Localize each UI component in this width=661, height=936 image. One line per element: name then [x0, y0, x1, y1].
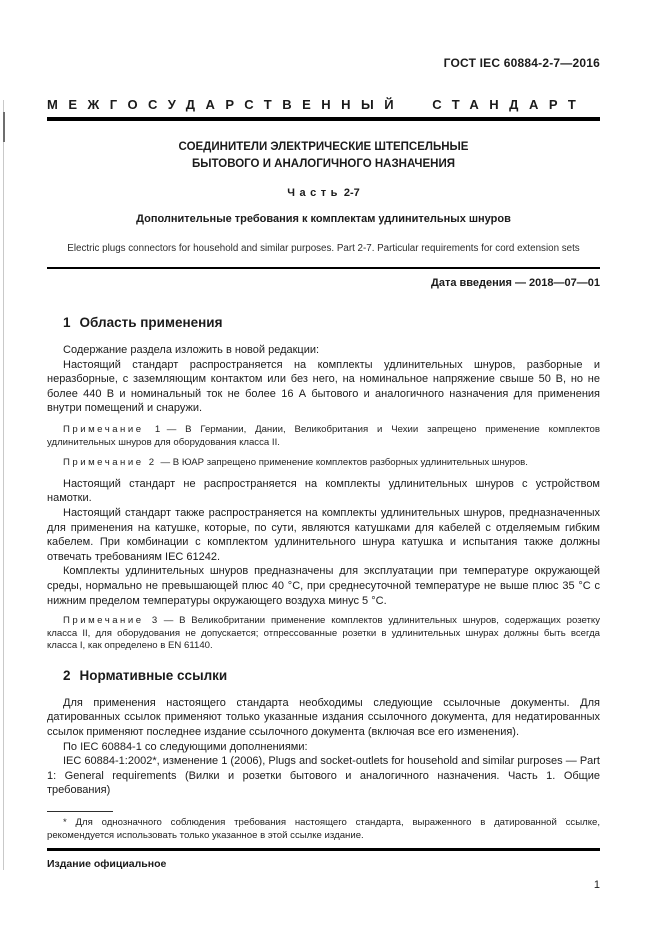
note-2: [47, 457, 600, 470]
note-2-text: — В ЮАР запрещено применение комплектов разборных удлинительных шнуров.: [160, 457, 528, 469]
note-1-text: — В Германии, Дании, Великобритания и Чехии запрещено применение комплектов удлинительных шнуров для оборудования класса II.: [47, 423, 600, 448]
note-1-label: Примечание 1: [63, 423, 163, 435]
paragraph: Настоящий стандарт не распространяется на комплекты удлинительных шнуров с устройством намотки.: [47, 477, 600, 505]
paragraph: По IEC 60884-1 со следующими дополнениями:: [63, 740, 308, 753]
part-line: [47, 187, 600, 199]
paragraph: Для применения настоящего стандарта необходимы следующие ссылочные документы. Для датированных ссылок применяют только указанные издания ссылочного документа, для недатированных ссылок применяют последнее издание ссылочного документа (включая все его изменения).: [47, 696, 600, 739]
footnote-text: * Для однозначного соблюдения требования настоящего стандарта, выраженного в датированной ссылке, рекомендуется использовать только указанное в этой ссылке издание.: [47, 817, 600, 841]
part-number: 2-7: [343, 187, 360, 199]
section-1-title: Область применения: [79, 315, 223, 330]
section-1-number: 1: [63, 315, 71, 330]
standard-type-banner: МЕЖГОСУДАРСТВЕННЫЙ СТАНДАРТ: [47, 97, 587, 112]
introduction-date: Дата введения — 2018—07—01: [431, 277, 600, 289]
paragraph: Содержание раздела изложить в новой редакции:: [63, 344, 320, 356]
edition-label: Издание официальное: [47, 858, 167, 871]
section-1-heading: [63, 315, 600, 330]
paragraph: Настоящий стандарт также распространяется на комплекты удлинительных шнуров, предназначенных для применения на катушке, которые, по сути, являются катушками для кабелей с отделяемым гибким кабелем. При комбинации с комплектом удлинительного шнура катушка и испытания также должны отвечать требованиям IEC 61242.: [47, 506, 600, 563]
document-title-line1: СОЕДИНИТЕЛИ ЭЛЕКТРИЧЕСКИЕ ШТЕПСЕЛЬНЫЕ: [178, 141, 469, 153]
section-2-number: 2: [63, 667, 71, 683]
document-subtitle: Дополнительные требования к комплектам удлинительных шнуров: [136, 213, 511, 225]
page-number: 1: [593, 879, 600, 892]
note-1: [47, 424, 600, 449]
footnote-rule: [47, 811, 113, 812]
footer-rule: [47, 848, 600, 851]
note-3: [47, 615, 600, 653]
note-3-text: — В Великобритании применение комплектов удлинительных шнуров, содержащих розетку класса II, для оборудования не допускается; отпрессованные розетки в удлинительных шнурах должны быть всегда класса I, как определено в EN 61140.: [47, 615, 600, 652]
title-rule: [47, 267, 600, 269]
note-2-label: Примечание 2: [63, 457, 157, 469]
scan-artifact-mark: [3, 112, 5, 142]
document-title-english: Electric plugs connectors for household and similar purposes. Part 2-7. Particular requirements for cord extension sets: [67, 243, 580, 254]
paragraph: Настоящий стандарт распространяется на комплекты удлинительных шнуров, разборные и неразборные, с заземляющим контактом или без него, на номинальное напряжение свыше 50 В, но не более 440 В и номинальный ток не более 16 А бытового и аналогичного назначения для применения внутри помещений и снаружи.: [47, 358, 600, 415]
scan-artifact-line: [3, 100, 4, 870]
doc-code: ГОСТ IEC 60884-2-7—2016: [443, 56, 600, 70]
note-3-label: Примечание 3: [63, 615, 160, 627]
section-2-title: Нормативные ссылки: [79, 667, 228, 683]
section-2-heading: [63, 668, 600, 683]
paragraph: IEC 60884-1:2002*, изменение 1 (2006), Plugs and socket-outlets for household and similar purposes — Part 1: General requirements (Вилки и розетки бытового и аналогичного назначения. Часть 1. Общие требования): [47, 755, 600, 797]
part-label: Часть: [287, 187, 342, 199]
paragraph: Комплекты удлинительных шнуров предназначены для эксплуатации при температуре окружающей среды, нормально не превышающей плюс 40 °С, при среднесуточной температуре не выше плюс 35 °С с нижним пределом температуры окружающего воздуха минус 5 °С.: [47, 565, 600, 607]
header-rule: [47, 117, 600, 121]
document-title-line2: БЫТОВОГО И АНАЛОГИЧНОГО НАЗНАЧЕНИЯ: [192, 158, 455, 170]
